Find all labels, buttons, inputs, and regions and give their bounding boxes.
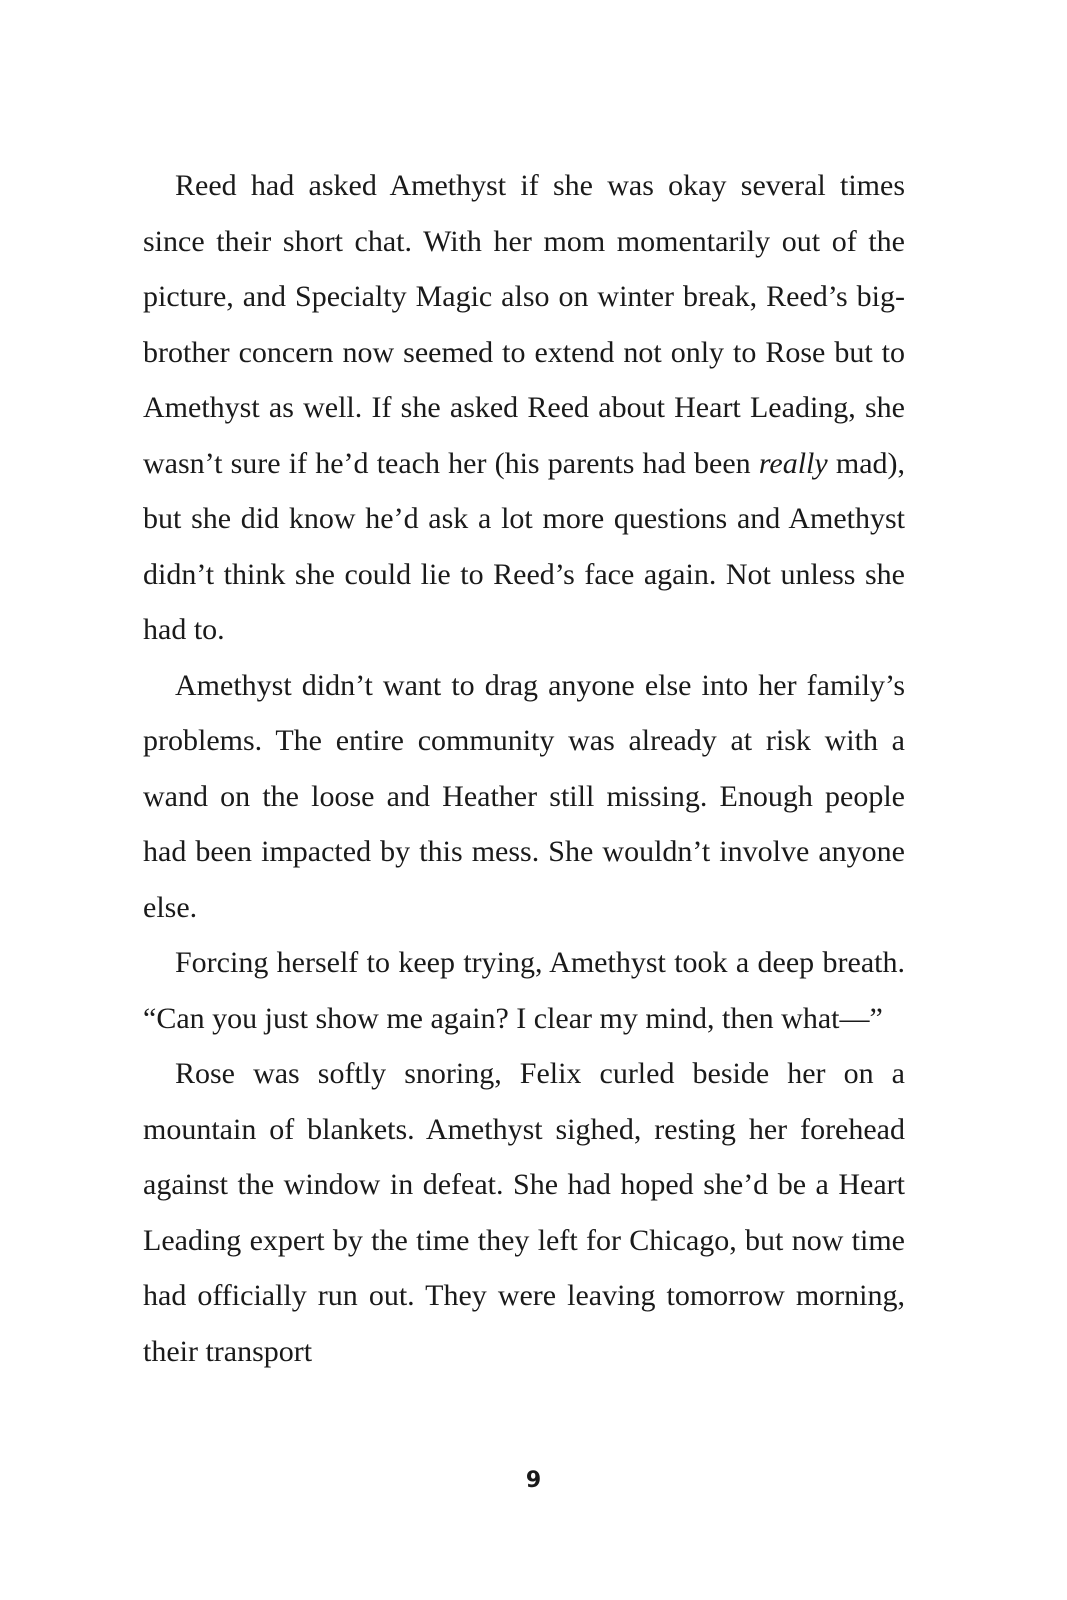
paragraph-2-text: Amethyst didn’t want to drag anyone else into her family’s problems. The entire community was already at risk with a wand on the loose and Heather still missing. Enough people had been impacted by this mess. She wouldn’t involve anyone else. — [143, 668, 905, 924]
paragraph-2 — [143, 658, 905, 936]
paragraph-3-text: Forcing herself to keep trying, Amethyst took a deep breath. “Can you just show me again? I clear my mind, then what—” — [143, 946, 905, 1035]
paragraph-4 — [143, 1046, 905, 1379]
paragraph-1-text-a: Reed had asked Amethyst if she was okay several times since their short chat. With her mom momentarily out of the picture, and Specialty Magic also on winter break, Reed’s big-brother concern now seemed to extend not only to Rose but to Amethyst as well. If she asked Reed about Heart Leading, she wasn’t sure if he’d teach her (his parents had been — [143, 169, 905, 480]
paragraph-1 — [143, 158, 905, 658]
paragraph-4-text: Rose was softly snoring, Felix curled beside her on a mountain of blankets. Amethyst sighed, resting her forehead against the window in defeat. She had hoped she’d be a Heart Leading expert by the time they left for Chicago, but now time had officially run out. They were leaving tomorrow morning, their transport — [143, 1057, 905, 1368]
page-number: 9 — [525, 1468, 542, 1493]
emphasis-really: really — [758, 446, 828, 480]
paragraph-1-text-b: mad), but she did know he’d ask a lot more questions and Amethyst didn’t think she could lie to Reed’s face again. Not unless she had to. — [143, 446, 906, 646]
paragraph-3 — [143, 935, 905, 1046]
body-text — [143, 158, 905, 1379]
